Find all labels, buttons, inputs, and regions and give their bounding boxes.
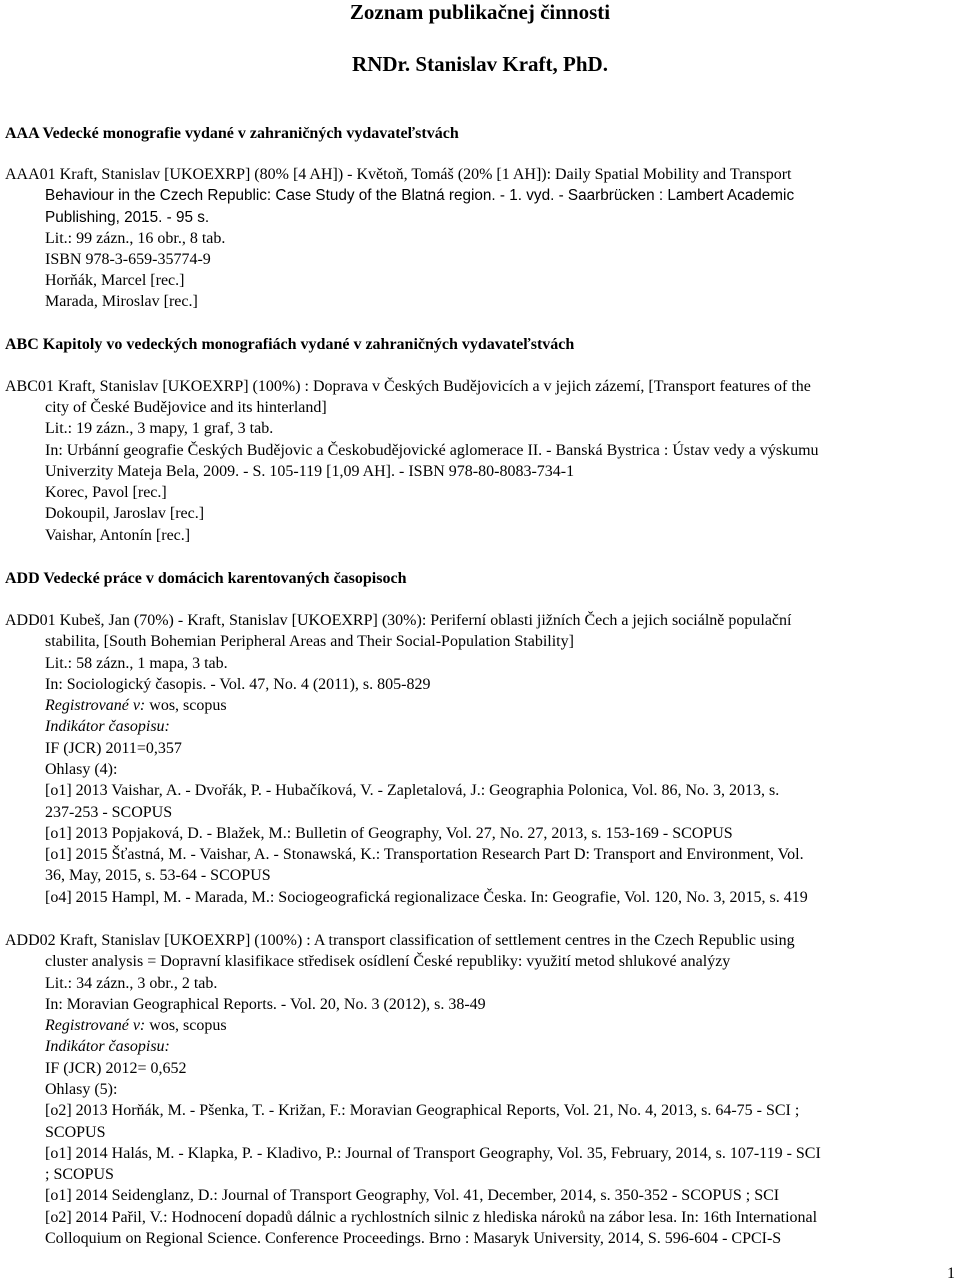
entry-line: ADD01 Kubeš, Jan (70%) - Kraft, Stanislav [UKOEXRP] (30%): Periferní oblasti jižních Čech a jejich sociálně populační bbox=[5, 612, 792, 629]
section-heading-add: ADD Vedecké práce v domácich karentovaných časopisoch bbox=[5, 570, 407, 587]
entry-line: Lit.: 99 zázn., 16 obr., 8 tab. bbox=[45, 230, 226, 247]
entry-line: IF (JCR) 2012= 0,652 bbox=[45, 1060, 187, 1077]
entry-line: Univerzity Mateja Bela, 2009. - S. 105-119 [1,09 AH]. - ISBN 978-80-8083-734-1 bbox=[45, 463, 575, 480]
indicator-label: Indikátor časopisu: bbox=[45, 1038, 170, 1055]
citation-line: SCOPUS bbox=[45, 1124, 106, 1141]
citation-line: [o1] 2014 Halás, M. - Klapka, P. - Kladivo, P.: Journal of Transport Geography, Vol. 35, February, 2014, s. 107-119 - SCI bbox=[45, 1145, 821, 1162]
entry-line: Dokoupil, Jaroslav [rec.] bbox=[45, 505, 205, 522]
entry-line: ADD02 Kraft, Stanislav [UKOEXRP] (100%) : A transport classification of settlement centres in the Czech Republic using bbox=[5, 932, 795, 949]
entry-line: Lit.: 19 zázn., 3 mapy, 1 graf, 3 tab. bbox=[45, 420, 274, 437]
entry-line: In: Sociologický časopis. - Vol. 47, No. 4 (2011), s. 805-829 bbox=[45, 676, 431, 693]
section-heading-aaa: AAA Vedecké monografie vydané v zahraničných vydavateľstvách bbox=[5, 125, 459, 142]
registered-line bbox=[45, 695, 227, 716]
entry-line: ABC01 Kraft, Stanislav [UKOEXRP] (100%) : Doprava v Českých Budějovicích a v jejich zázemí, [Transport features of the bbox=[5, 378, 811, 395]
citation-line: [o1] 2014 Seidenglanz, D.: Journal of Transport Geography, Vol. 41, December, 2014, s. 350-352 - SCOPUS ; SCI bbox=[45, 1187, 780, 1204]
page-number: 1 bbox=[947, 1265, 955, 1282]
entry-line: Marada, Miroslav [rec.] bbox=[45, 293, 198, 310]
citation-line: [o1] 2013 Popjaková, D. - Blažek, M.: Bulletin of Geography, Vol. 27, No. 27, 2013, s. 153-169 - SCOPUS bbox=[45, 825, 733, 842]
citation-line: [o4] 2015 Hampl, M. - Marada, M.: Sociogeografická regionalizace Česka. In: Geografie, Vol. 120, No. 3, 2015, s. 419 bbox=[45, 889, 808, 906]
indicator-label: Indikátor časopisu: bbox=[45, 718, 170, 735]
entry-line: Ohlasy (5): bbox=[45, 1081, 118, 1098]
entry-line: Behaviour in the Czech Republic: Case Study of the Blatná region. - 1. vyd. - Saarbrücken : Lambert Academic bbox=[45, 187, 795, 204]
section-heading-abc: ABC Kapitoly vo vedeckých monografiách vydané v zahraničných vydavateľstvách bbox=[5, 336, 575, 353]
citation-line: [o2] 2013 Horňák, M. - Pšenka, T. - Križan, F.: Moravian Geographical Reports, Vol. 21, No. 4, 2013, s. 64-75 - SCI ; bbox=[45, 1102, 800, 1119]
entry-line: In: Urbánní geografie Českých Budějovic a Českobudějovické aglomerace II. - Banská Bystrica : Ústav vedy a výskumu bbox=[45, 442, 819, 459]
entry-line: Horňák, Marcel [rec.] bbox=[45, 272, 185, 289]
citation-line: 237-253 - SCOPUS bbox=[45, 804, 173, 821]
citation-line: ; SCOPUS bbox=[45, 1166, 114, 1183]
citation-line: Colloquium on Regional Science. Conference Proceedings. Brno : Masaryk University, 2014, S. 596-604 - CPCI-S bbox=[45, 1230, 782, 1247]
entry-line: In: Moravian Geographical Reports. - Vol. 20, No. 3 (2012), s. 38-49 bbox=[45, 996, 486, 1013]
entry-line: Publishing, 2015. - 95 s. bbox=[45, 209, 210, 226]
entry-line: Korec, Pavol [rec.] bbox=[45, 484, 167, 501]
citation-line: 36, May, 2015, s. 53-64 - SCOPUS bbox=[45, 867, 271, 884]
citation-line: [o2] 2014 Pařil, V.: Hodnocení dopadů dálnic a rychlostních silnic z hlediska nároků na zábor lesa. In: 16th International bbox=[45, 1209, 818, 1226]
registered-line bbox=[45, 1015, 227, 1036]
citation-line: [o1] 2015 Šťastná, M. - Vaishar, A. - Stonawská, K.: Transportation Research Part D: Transport and Environment, Vol. bbox=[45, 846, 804, 863]
registered-label: Registrované v: bbox=[45, 1017, 146, 1034]
entry-line: cluster analysis = Dopravní klasifikace středisek osídlení České republiky: využití metod shlukové analýzy bbox=[45, 953, 731, 970]
entry-line: AAA01 Kraft, Stanislav [UKOEXRP] (80% [4 AH]) - Květoň, Tomáš (20% [1 AH]): Daily Spatial Mobility and Transport bbox=[5, 166, 792, 183]
entry-line: Lit.: 58 zázn., 1 mapa, 3 tab. bbox=[45, 655, 228, 672]
entry-line: ISBN 978-3-659-35774-9 bbox=[45, 251, 211, 268]
citation-line: [o1] 2013 Vaishar, A. - Dvořák, P. - Hubačíková, V. - Zapletalová, J.: Geographia Polonica, Vol. 86, No. 3, 2013, s. bbox=[45, 782, 780, 799]
entry-line: stabilita, [South Bohemian Peripheral Areas and Their Social-Population Stability] bbox=[45, 633, 574, 650]
registered-value: wos, scopus bbox=[149, 1017, 227, 1034]
registered-label: Registrované v: bbox=[45, 697, 146, 714]
entry-line: city of České Budějovice and its hinterland] bbox=[45, 399, 327, 416]
author-name: RNDr. Stanislav Kraft, PhD. bbox=[352, 52, 608, 76]
document-title: Zoznam publikačnej činnosti bbox=[349, 0, 611, 24]
entry-line: IF (JCR) 2011=0,357 bbox=[45, 740, 182, 757]
entry-line: Vaishar, Antonín [rec.] bbox=[45, 527, 191, 544]
entry-line: Lit.: 34 zázn., 3 obr., 2 tab. bbox=[45, 975, 218, 992]
entry-line: Ohlasy (4): bbox=[45, 761, 118, 778]
registered-value: wos, scopus bbox=[149, 697, 227, 714]
